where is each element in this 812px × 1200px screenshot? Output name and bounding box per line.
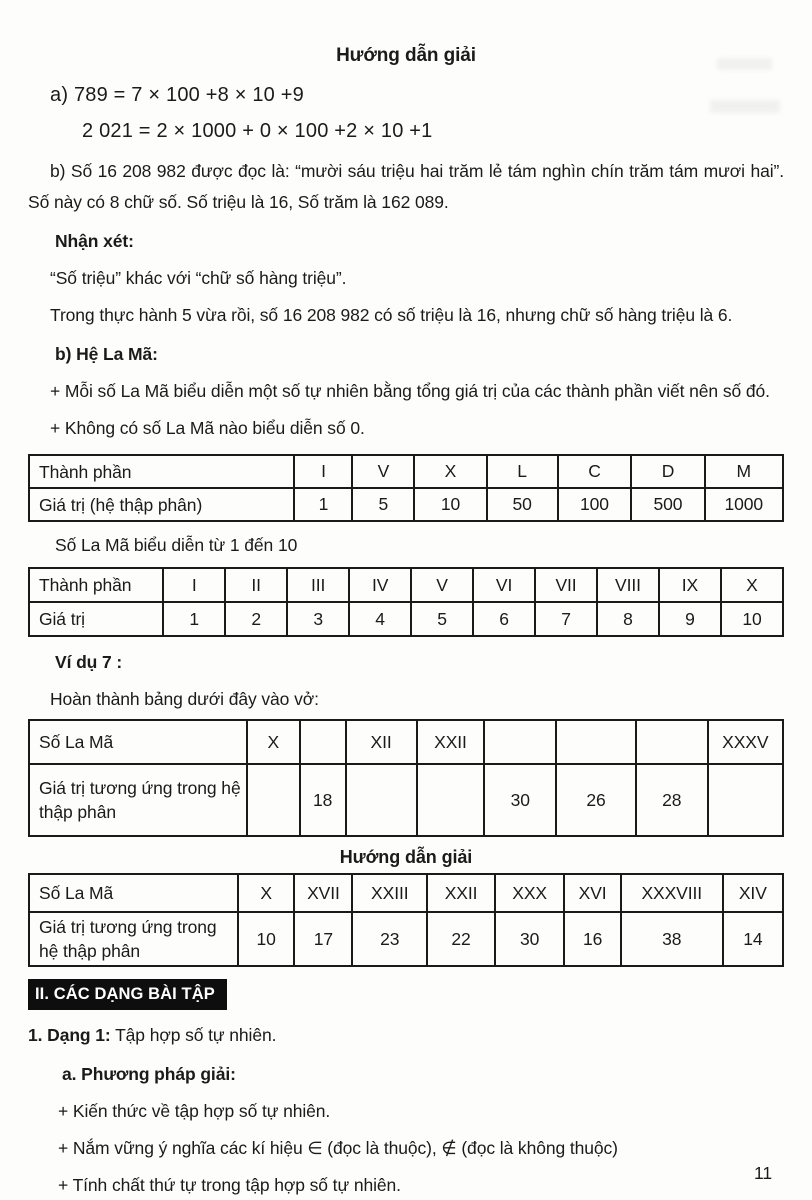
page-number: 11 (754, 1163, 772, 1183)
cell (300, 720, 346, 764)
roman-point-1: + Mỗi số La Mã biểu diễn một số tự nhiên bằng tổng giá trị của các thành phần viết nên số đó. (50, 381, 770, 401)
roman-system-heading: b) Hệ La Mã: (55, 344, 158, 364)
note-line-2: Trong thực hành 5 vừa rồi, số 16 208 982 có số triệu là 16, nhưng chữ số hàng triệu là 6. (50, 305, 733, 325)
solution-heading-2: Hướng dẫn giải (339, 847, 473, 867)
cell: C (558, 455, 632, 488)
table-row (29, 912, 783, 966)
cell: VI (473, 568, 535, 602)
equation-line-2021: 2 021 = 2 × 1000 + 0 × 100 +2 × 10 +1 (82, 120, 433, 142)
cell: 1 (294, 488, 352, 521)
print-bleed-artifact (717, 58, 772, 70)
cell (708, 764, 783, 836)
cell: 5 (352, 488, 414, 521)
example7-exercise-table (28, 719, 784, 837)
cell: 30 (495, 912, 564, 966)
cell: XII (346, 720, 417, 764)
cell: 2 (225, 602, 287, 636)
cell-value-label: Giá trị (hệ thập phân) (29, 488, 294, 521)
cell: 26 (556, 764, 636, 836)
cell: XVI (564, 874, 621, 912)
cell: 9 (659, 602, 721, 636)
cell: V (352, 455, 414, 488)
cell: 18 (300, 764, 346, 836)
cell: 5 (411, 602, 473, 636)
cell: III (287, 568, 349, 602)
cell: XXX (495, 874, 564, 912)
section-2-banner: II. CÁC DẠNG BÀI TẬP (28, 979, 227, 1010)
roman-components-table (28, 454, 784, 522)
cell: D (631, 455, 704, 488)
cell: XXXV (708, 720, 783, 764)
table-row (29, 874, 783, 912)
cell: 14 (723, 912, 783, 966)
cell-component-label: Thành phần (29, 455, 294, 488)
cell: X (247, 720, 300, 764)
cell-decimal-label: Giá trị tương ứng trong hệ thập phân (29, 912, 238, 966)
cell: IV (349, 568, 411, 602)
cell: 3 (287, 602, 349, 636)
example7-solution-table (28, 873, 784, 967)
cell: V (411, 568, 473, 602)
cell: 10 (238, 912, 295, 966)
cell: 10 (414, 488, 486, 521)
roman-point-2: + Không có số La Mã nào biểu diễn số 0. (50, 418, 365, 438)
note-line-1: “Số triệu” khác với “chữ số hàng triệu”. (50, 268, 347, 288)
cell: X (721, 568, 783, 602)
method-point-2: + Nắm vững ý nghĩa các kí hiệu ∈ (đọc là thuộc), ∉ (đọc là không thuộc) (58, 1138, 618, 1158)
table-row (29, 602, 783, 636)
cell: 38 (621, 912, 723, 966)
cell: 16 (564, 912, 621, 966)
cell: IX (659, 568, 721, 602)
cell: L (487, 455, 558, 488)
cell: 6 (473, 602, 535, 636)
cell-component-label: Thành phần (29, 568, 163, 602)
one-to-ten-caption: Số La Mã biểu diễn từ 1 đến 10 (55, 535, 298, 555)
print-bleed-artifact (710, 100, 780, 113)
cell: VIII (597, 568, 659, 602)
table-row (29, 455, 783, 488)
table-row (29, 568, 783, 602)
cell: XXXVIII (621, 874, 723, 912)
cell (556, 720, 636, 764)
cell: 8 (597, 602, 659, 636)
table-row (29, 720, 783, 764)
cell: X (238, 874, 295, 912)
equation-line-a: a) 789 = 7 × 100 +8 × 10 +9 (50, 84, 304, 106)
dang1-label: 1. Dạng 1: (28, 1025, 111, 1045)
cell: 1 (163, 602, 225, 636)
method-point-1: + Kiến thức về tập hợp số tự nhiên. (58, 1101, 331, 1121)
cell: 23 (352, 912, 427, 966)
cell: 500 (631, 488, 704, 521)
example7-intro: Hoàn thành bảng dưới đây vào vở: (50, 689, 319, 709)
note-heading: Nhận xét: (55, 231, 134, 251)
example7-heading: Ví dụ 7 : (55, 652, 123, 672)
cell: 30 (484, 764, 556, 836)
cell: XXII (427, 874, 495, 912)
part-b-reading-paragraph: b) Số 16 208 982 được đọc là: “mười sáu triệu hai trăm lẻ tám nghìn chín trăm tám mươi hai”. Số này có 8 chữ số. Số triệu là 16, Số trăm là 162 089. (28, 161, 784, 212)
cell: VII (535, 568, 597, 602)
solution-heading: Hướng dẫn giải (336, 45, 476, 66)
method-heading: a. Phương pháp giải: (62, 1064, 236, 1084)
roman-one-to-ten-table (28, 567, 784, 637)
cell (247, 764, 300, 836)
cell: M (705, 455, 783, 488)
cell-value-label: Giá trị (29, 602, 163, 636)
cell: 10 (721, 602, 783, 636)
dang1-text: Tập hợp số tự nhiên. (110, 1025, 277, 1045)
cell: I (163, 568, 225, 602)
cell: 4 (349, 602, 411, 636)
cell: X (414, 455, 486, 488)
cell (484, 720, 556, 764)
table-row (29, 764, 783, 836)
cell: 100 (558, 488, 632, 521)
cell: 1000 (705, 488, 783, 521)
cell: XXIII (352, 874, 427, 912)
cell: II (225, 568, 287, 602)
cell: 50 (487, 488, 558, 521)
cell: XXII (417, 720, 485, 764)
cell-roman-label: Số La Mã (29, 874, 238, 912)
table-row (29, 488, 783, 521)
cell (346, 764, 417, 836)
cell (636, 720, 708, 764)
method-point-3: + Tính chất thứ tự trong tập hợp số tự nhiên. (58, 1175, 401, 1195)
cell-roman-label: Số La Mã (29, 720, 247, 764)
cell: 28 (636, 764, 708, 836)
cell-decimal-label: Giá trị tương ứng trong hệ thập phân (29, 764, 247, 836)
cell: 17 (294, 912, 352, 966)
dang1-line (28, 1020, 784, 1051)
cell: 7 (535, 602, 597, 636)
cell: I (294, 455, 352, 488)
cell: XIV (723, 874, 783, 912)
cell (417, 764, 485, 836)
cell: XVII (294, 874, 352, 912)
cell: 22 (427, 912, 495, 966)
